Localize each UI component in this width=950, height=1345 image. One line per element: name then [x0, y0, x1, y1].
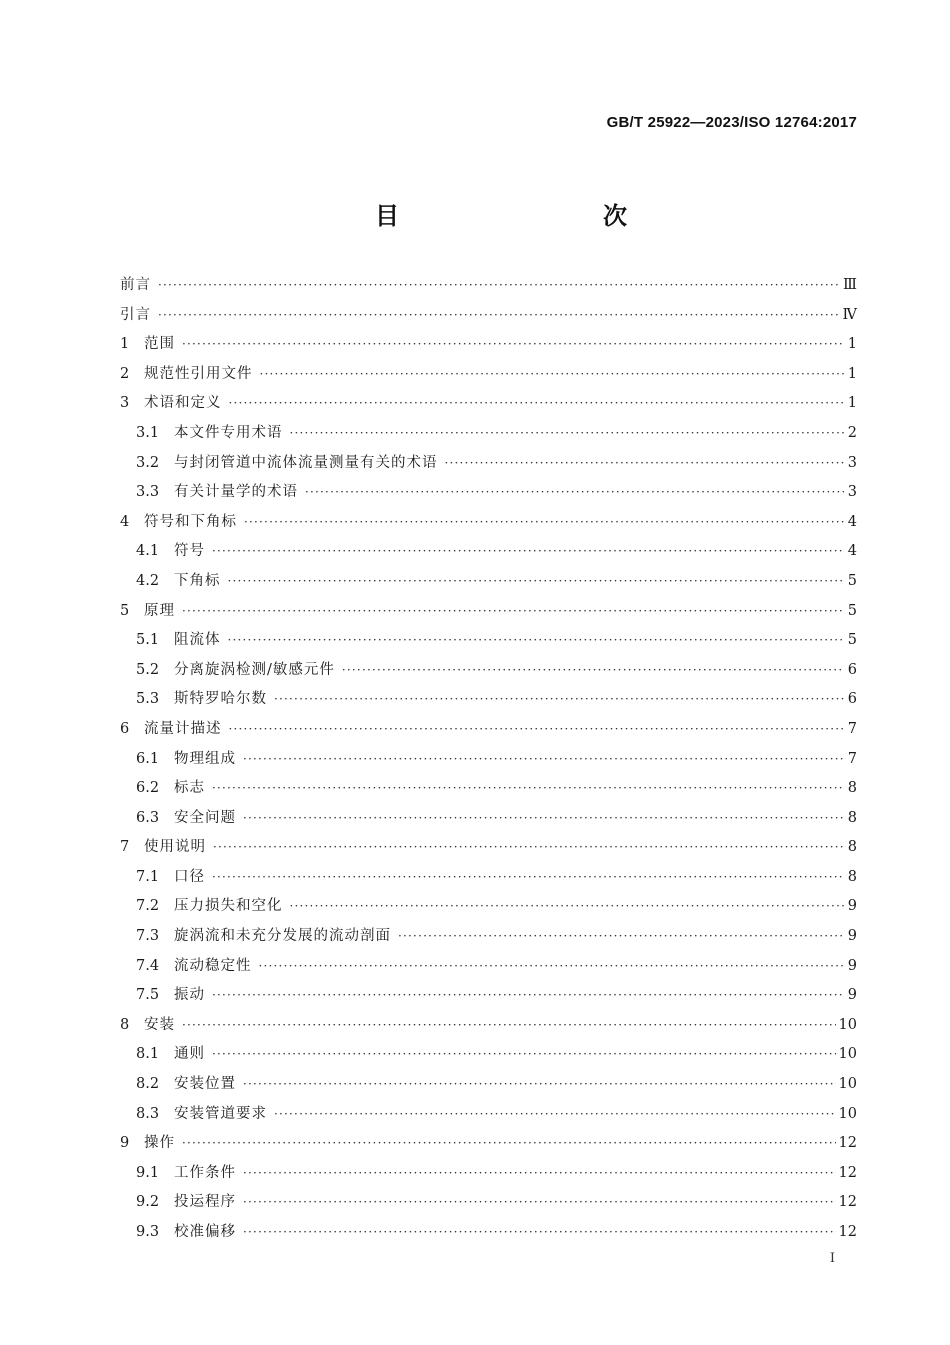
toc-entry-label: 原理	[144, 602, 175, 619]
toc-dot-leader	[259, 952, 845, 982]
toc-dot-leader	[213, 833, 844, 863]
toc-entry-page: 1	[847, 395, 857, 412]
toc-entry-label: 本文件专用术语	[174, 424, 283, 441]
toc-dot-leader	[244, 508, 844, 538]
toc-entry-label: 口径	[174, 868, 205, 885]
toc-entry-page: 1	[847, 336, 857, 353]
toc-entry-page: 4	[847, 543, 857, 560]
toc-entry[interactable]	[120, 804, 857, 834]
toc-entry-label: 工作条件	[174, 1164, 236, 1181]
toc-entry[interactable]	[120, 1070, 857, 1100]
toc-entry[interactable]	[120, 656, 857, 686]
toc-entry-page: 4	[847, 513, 857, 530]
toc-entry[interactable]	[120, 537, 857, 567]
toc-entry-number: 9.2	[136, 1194, 160, 1211]
toc-entry-number: 5.2	[136, 661, 160, 678]
toc-entry[interactable]	[120, 774, 857, 804]
toc-entry[interactable]	[120, 360, 857, 390]
toc-entry[interactable]	[120, 1011, 857, 1041]
toc-entry[interactable]	[120, 597, 857, 627]
toc-entry-label: 安全问题	[174, 809, 236, 826]
toc-dot-leader	[398, 922, 844, 952]
toc-entry-page: 10	[838, 1016, 857, 1033]
toc-entry-page: 8	[847, 839, 857, 856]
toc-entry-number: 6.1	[136, 750, 160, 767]
toc-entry-page: 9	[847, 928, 857, 945]
toc-dot-leader	[243, 804, 844, 834]
toc-dot-leader	[212, 537, 844, 567]
toc-entry-number: 4	[120, 513, 130, 530]
toc-entry[interactable]	[120, 922, 857, 952]
toc-entry-page: 5	[847, 632, 857, 649]
toc-dot-leader	[228, 626, 845, 656]
toc-entry-number: 8.3	[136, 1105, 160, 1122]
toc-entry-page: 9	[847, 898, 857, 915]
toc-entry-page: 1	[847, 365, 857, 382]
toc-entry-number: 8.2	[136, 1076, 160, 1093]
toc-entry-number: 5.3	[136, 691, 160, 708]
toc-entry-page: 5	[847, 602, 857, 619]
toc-entry-number: 8.1	[136, 1046, 160, 1063]
toc-dot-leader	[212, 774, 844, 804]
toc-entry-label: 校准偏移	[174, 1224, 236, 1240]
toc-entry-label: 前言	[120, 277, 151, 293]
toc-entry[interactable]	[120, 863, 857, 893]
toc-entry[interactable]	[120, 419, 857, 449]
toc-entry[interactable]	[120, 301, 857, 331]
toc-entry-label: 符号	[174, 543, 205, 560]
toc-entry-page: 5	[847, 572, 857, 589]
toc-entry-label: 安装位置	[174, 1076, 236, 1093]
toc-entry-label: 物理组成	[174, 750, 236, 767]
toc-entry-page: Ⅲ	[843, 277, 857, 293]
toc-entry-label: 标志	[174, 780, 205, 797]
toc-entry-label: 旋涡流和未充分发展的流动剖面	[174, 928, 391, 945]
toc-entry-page: 9	[847, 987, 857, 1004]
page-number: I	[829, 1251, 835, 1266]
toc-entry[interactable]	[120, 330, 857, 360]
toc-entry-number: 4.1	[136, 543, 160, 560]
toc-dot-leader	[212, 981, 844, 1011]
toc-entry-page: 8	[847, 809, 857, 826]
toc-entry-number: 7	[120, 839, 130, 856]
toc-entry-page: 3	[847, 484, 857, 501]
toc-entry[interactable]	[120, 567, 857, 597]
toc-entry-label: 通则	[174, 1046, 205, 1063]
toc-entry[interactable]	[120, 271, 857, 301]
toc-entry-page: 2	[847, 424, 857, 441]
toc-entry-label: 安装	[144, 1016, 175, 1033]
toc-entry-page: 3	[847, 454, 857, 471]
toc-entry-label: 振动	[174, 987, 205, 1004]
toc-entry-number: 6.3	[136, 809, 160, 826]
toc-entry[interactable]	[120, 833, 857, 863]
toc-entry-number: 3	[120, 395, 130, 412]
toc-entry[interactable]	[120, 715, 857, 745]
toc-entry-number: 2	[120, 365, 130, 382]
toc-entry[interactable]	[120, 981, 857, 1011]
toc-entry-label: 术语和定义	[144, 395, 222, 412]
standard-code: GB/T 25922—2023/ISO 12764:2017	[606, 114, 857, 131]
toc-entry-page: 12	[838, 1194, 857, 1211]
toc-entry-label: 压力损失和空化	[174, 898, 283, 915]
toc-entry-number: 3.2	[136, 454, 160, 471]
toc-entry-label: 流动稳定性	[174, 957, 252, 974]
toc-dot-leader	[182, 1129, 836, 1159]
toc-dot-leader	[274, 1100, 836, 1130]
toc-entry-label: 阻流体	[174, 632, 221, 649]
toc-entry-page: 10	[838, 1046, 857, 1063]
toc-entry-number: 7.5	[136, 987, 160, 1004]
toc-entry[interactable]	[120, 1218, 857, 1248]
toc-entry-page: Ⅳ	[842, 306, 857, 323]
toc-entry-page: 10	[838, 1105, 857, 1122]
toc-entry-number: 5	[120, 602, 130, 619]
toc-entry-label: 斯特罗哈尔数	[174, 691, 267, 708]
toc-entry-number: 7.1	[136, 868, 160, 885]
toc-entry[interactable]	[120, 745, 857, 775]
toc-entry-number: 5.1	[136, 632, 160, 649]
toc-entry-number: 7.2	[136, 898, 160, 915]
toc-dot-leader	[158, 271, 840, 301]
toc-entry-label: 安装管道要求	[174, 1105, 267, 1122]
toc-dot-leader	[305, 478, 844, 508]
toc-entry-label: 与封闭管道中流体流量测量有关的术语	[174, 454, 438, 471]
toc-entry-label: 操作	[144, 1135, 175, 1152]
toc-entry-number: 7.3	[136, 928, 160, 945]
toc-dot-leader	[212, 863, 844, 893]
toc-entry[interactable]	[120, 1040, 857, 1070]
toc-entry[interactable]	[120, 478, 857, 508]
toc-entry-number: 4.2	[136, 572, 160, 589]
toc-dot-leader	[243, 1218, 836, 1248]
toc-entry-page: 12	[838, 1135, 857, 1152]
toc-entry-number: 7.4	[136, 957, 160, 974]
toc-dot-leader	[243, 1159, 836, 1189]
toc-entry-label: 分离旋涡检测/敏感元件	[174, 661, 335, 678]
toc-entry[interactable]	[120, 626, 857, 656]
toc-entry-label: 符号和下角标	[144, 513, 237, 530]
toc-dot-leader	[260, 360, 845, 390]
toc-dot-leader	[229, 389, 845, 419]
toc-dot-leader	[342, 656, 844, 686]
toc-entry-page: 6	[847, 691, 857, 708]
toc-entry[interactable]	[120, 508, 857, 538]
toc-entry-label: 有关计量学的术语	[174, 484, 298, 501]
toc-entry-label: 使用说明	[144, 839, 206, 856]
toc-dot-leader	[182, 330, 844, 360]
toc-dot-leader	[229, 715, 845, 745]
toc-dot-leader	[290, 892, 845, 922]
toc-entry-label: 下角标	[174, 572, 221, 589]
toc-entry[interactable]	[120, 1188, 857, 1218]
toc-entry[interactable]	[120, 389, 857, 419]
toc-entry-number: 3.3	[136, 484, 160, 501]
toc-title: 目 次	[375, 202, 679, 230]
toc-dot-leader	[274, 685, 844, 715]
toc-entry[interactable]	[120, 952, 857, 982]
toc-entry[interactable]	[120, 892, 857, 922]
toc-entry-page: 10	[838, 1076, 857, 1093]
toc-dot-leader	[182, 1011, 836, 1041]
toc-list	[120, 271, 857, 1248]
toc-entry[interactable]	[120, 1129, 857, 1159]
toc-entry-number: 9.3	[136, 1224, 160, 1240]
toc-entry-label: 流量计描述	[144, 720, 222, 737]
toc-dot-leader	[182, 597, 844, 627]
toc-entry-page: 8	[847, 780, 857, 797]
toc-dot-leader	[290, 419, 845, 449]
toc-entry-label: 引言	[120, 306, 151, 323]
toc-entry-label: 投运程序	[174, 1194, 236, 1211]
toc-entry[interactable]	[120, 1100, 857, 1130]
toc-dot-leader	[158, 301, 840, 331]
toc-entry-number: 6.2	[136, 780, 160, 797]
toc-entry-number: 9.1	[136, 1164, 160, 1181]
toc-dot-leader	[228, 567, 845, 597]
toc-entry-number: 8	[120, 1016, 130, 1033]
toc-entry-number: 1	[120, 336, 130, 353]
toc-dot-leader	[243, 745, 844, 775]
toc-entry-page: 8	[847, 868, 857, 885]
toc-entry-number: 3.1	[136, 424, 160, 441]
toc-entry[interactable]	[120, 449, 857, 479]
toc-entry-number: 6	[120, 720, 130, 737]
toc-dot-leader	[243, 1070, 836, 1100]
toc-entry-page: 7	[847, 750, 857, 767]
toc-dot-leader	[212, 1040, 836, 1070]
toc-entry-page: 7	[847, 720, 857, 737]
toc-entry-number: 9	[120, 1135, 130, 1152]
toc-entry-page: 6	[847, 661, 857, 678]
toc-entry-label: 范围	[144, 336, 175, 353]
toc-entry[interactable]	[120, 685, 857, 715]
toc-entry[interactable]	[120, 1159, 857, 1189]
toc-dot-leader	[445, 449, 845, 479]
toc-entry-label: 规范性引用文件	[144, 365, 253, 382]
toc-entry-page: 9	[847, 957, 857, 974]
toc-entry-page: 12	[838, 1164, 857, 1181]
toc-dot-leader	[243, 1188, 836, 1218]
toc-entry-page: 12	[838, 1224, 857, 1240]
